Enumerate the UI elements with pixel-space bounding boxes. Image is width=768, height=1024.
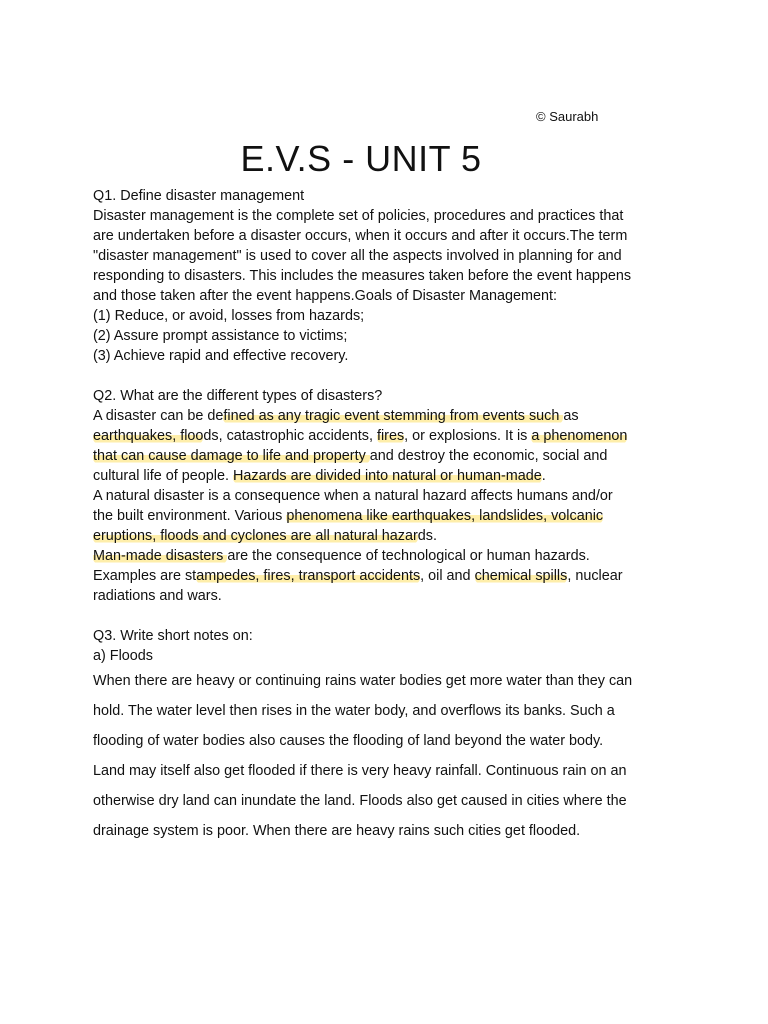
- q2-answer-line: [93, 566, 693, 586]
- q1-answer-line: Disaster management is the complete set of policies, procedures and practices that: [93, 208, 624, 224]
- document-body: [93, 186, 693, 846]
- section-spacer: [93, 606, 693, 626]
- q2-answer-line: A natural disaster is a consequence when a natural hazard affects humans and/or: [93, 488, 613, 504]
- text-run: and destroy the economic, social and: [369, 448, 608, 464]
- highlighted-text: fires: [376, 428, 405, 444]
- text-run: as: [563, 408, 579, 424]
- highlighted-text: a phenomenon: [531, 428, 628, 444]
- q2-question: Q2. What are the different types of disasters?: [93, 388, 383, 404]
- q1-goal-item: (3) Achieve rapid and effective recovery.: [93, 348, 349, 364]
- q2-answer-line: [93, 526, 693, 546]
- q1-answer-line: "disaster management" is used to cover all the aspects involved in planning for and: [93, 248, 622, 264]
- q3-answer-line: flooding of water bodies also causes the flooding of land beyond the water body.: [93, 733, 604, 749]
- text-run: the built environment. Various: [93, 508, 287, 524]
- q2-answer-line: [93, 426, 693, 446]
- text-run: are the consequence of technological or human hazards.: [227, 548, 590, 564]
- text-run: ds, catastrophic accidents,: [203, 428, 377, 444]
- text-run: .: [541, 468, 546, 484]
- q3-answer-line: drainage system is poor. When there are heavy rains such cities get flooded.: [93, 823, 581, 839]
- text-run: , or explosions. It is: [404, 428, 532, 444]
- q2-answer-line: [93, 406, 693, 426]
- q1-goal-item: (1) Reduce, or avoid, losses from hazards;: [93, 308, 365, 324]
- q3-answer-line: otherwise dry land can inundate the land. Floods also get caused in cities where the: [93, 793, 627, 809]
- q3-answer: [93, 666, 693, 846]
- q2-answer-line: [93, 546, 693, 566]
- highlighted-text: chemical spills: [474, 568, 568, 584]
- text-run: , nuclear: [567, 568, 623, 584]
- page-title: E.V.S - UNIT 5: [240, 138, 482, 179]
- text-run: A disaster can be de: [93, 408, 224, 424]
- text-run: ds.: [417, 528, 437, 544]
- copyright-notice: © Saurabh: [536, 109, 599, 124]
- q3-answer-line: Land may itself also get flooded if there is very heavy rainfall. Continuous rain on an: [93, 763, 627, 779]
- highlighted-text: fined as any tragic event stemming from events such: [223, 408, 564, 424]
- q1-question: Q1. Define disaster management: [93, 188, 305, 204]
- q2-answer-line: [93, 506, 693, 526]
- q1-answer-line: responding to disasters. This includes the measures taken before the event happens: [93, 268, 632, 284]
- q3-question: Q3. Write short notes on:: [93, 628, 253, 644]
- text-run: , oil and: [420, 568, 475, 584]
- highlighted-text: Man-made disasters: [93, 548, 228, 564]
- section-spacer: [93, 366, 693, 386]
- highlighted-text: Hazards are divided into natural or human-made: [233, 468, 542, 484]
- q2-answer-line: radiations and wars.: [93, 588, 222, 604]
- q1-goal-item: (2) Assure prompt assistance to victims;: [93, 328, 348, 344]
- q3-subheading: a) Floods: [93, 648, 153, 664]
- text-run: cultural life of people.: [93, 468, 233, 484]
- q2-answer-line: [93, 446, 693, 466]
- highlighted-text: that can cause damage to life and property: [93, 448, 370, 464]
- q3-answer-line: When there are heavy or continuing rains water bodies get more water than they can: [93, 673, 633, 689]
- q2-answer-line: [93, 466, 693, 486]
- highlighted-text: ampedes, fires, transport accidents: [196, 568, 421, 584]
- highlighted-text: phenomena like earthquakes, landslides, volcanic: [286, 508, 604, 524]
- q1-answer-line: are undertaken before a disaster occurs, when it occurs and after it occurs.The term: [93, 228, 628, 244]
- highlighted-text: earthquakes, floo: [93, 428, 204, 444]
- text-run: Examples are st: [93, 568, 197, 584]
- highlighted-text: eruptions, floods and cyclones are all natural hazar: [93, 528, 418, 544]
- q3-answer-line: hold. The water level then rises in the water body, and overflows its banks. Such a: [93, 703, 615, 719]
- q1-answer-line: and those taken after the event happens.Goals of Disaster Management:: [93, 288, 557, 304]
